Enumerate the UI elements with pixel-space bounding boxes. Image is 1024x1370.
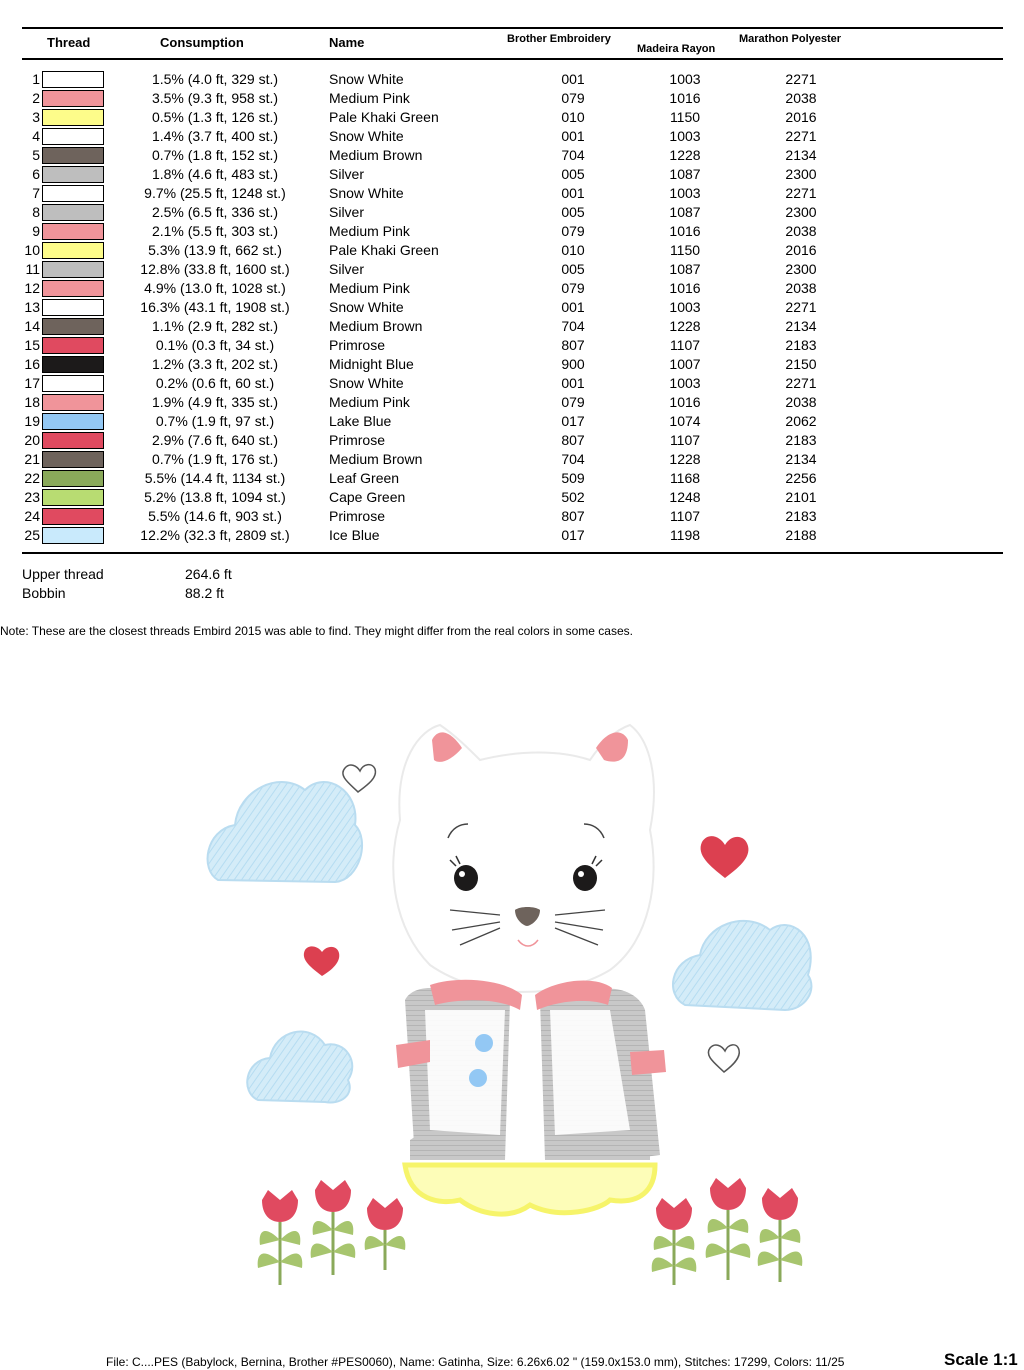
color-swatch [42,508,104,525]
table-top-rule [22,27,1003,29]
upper-thread-value: 264.6 ft [185,566,232,582]
thread-number: 11 [25,261,40,277]
madeira-code-cell: 1016 [669,90,701,106]
table-row [0,89,1024,108]
brother-code-cell: 001 [561,299,585,315]
thread-number: 16 [24,356,40,372]
heart-outline-icon [343,765,376,792]
table-row [0,317,1024,336]
thread-number: 5 [32,147,40,163]
marathon-code-cell: 2038 [785,90,817,106]
consumption-cell: 1.1% (2.9 ft, 282 st.) [151,318,279,334]
marathon-code-cell: 2300 [785,204,817,220]
heart-icon [304,946,339,976]
thread-name-cell: Silver [329,204,365,220]
consumption-cell: 3.5% (9.3 ft, 958 st.) [151,90,279,106]
consumption-cell: 1.8% (4.6 ft, 483 st.) [151,166,279,182]
brother-code-cell: 704 [561,318,585,334]
color-swatch [42,128,104,145]
table-row [0,127,1024,146]
color-swatch [42,223,104,240]
table-row [0,279,1024,298]
marathon-code-cell: 2188 [785,527,817,543]
madeira-code-cell: 1198 [669,527,701,543]
consumption-cell: 0.7% (1.9 ft, 97 st.) [155,413,275,429]
brother-code-cell: 807 [561,432,585,448]
thread-name-cell: Lake Blue [329,413,392,429]
brother-code-cell: 017 [561,413,585,429]
button-icon [475,1034,493,1052]
thread-name-cell: Leaf Green [329,470,400,486]
eye-icon [573,865,597,891]
color-swatch [42,109,104,126]
thread-name-cell: Snow White [329,71,404,87]
consumption-cell: 2.9% (7.6 ft, 640 st.) [151,432,279,448]
heart-icon [701,836,749,878]
header-consumption: Consumption [160,35,244,50]
header-brother-embroidery: Brother Embroidery [507,33,611,45]
color-swatch [42,527,104,544]
table-row [0,184,1024,203]
thread-name-cell: Medium Brown [329,318,423,334]
thread-name-cell: Medium Pink [329,223,410,239]
brother-code-cell: 001 [561,128,585,144]
brother-code-cell: 704 [561,451,585,467]
brother-code-cell: 704 [561,147,585,163]
table-row [0,374,1024,393]
marathon-code-cell: 2183 [785,508,817,524]
marathon-code-cell: 2134 [785,147,817,163]
marathon-code-cell: 2038 [785,394,817,410]
color-swatch [42,375,104,392]
thread-number: 17 [24,375,40,391]
thread-name-cell: Medium Pink [329,90,410,106]
consumption-cell: 0.2% (0.6 ft, 60 st.) [155,375,275,391]
color-swatch [42,261,104,278]
color-swatch [42,242,104,259]
thread-number: 19 [24,413,40,429]
thread-number: 21 [24,451,40,467]
marathon-code-cell: 2134 [785,451,817,467]
table-row [0,203,1024,222]
consumption-cell: 1.2% (3.3 ft, 202 st.) [151,356,279,372]
color-swatch [42,318,104,335]
brother-code-cell: 005 [561,166,585,182]
color-swatch [42,147,104,164]
thread-name-cell: Snow White [329,185,404,201]
table-header-rule [22,58,1003,60]
consumption-cell: 1.5% (4.0 ft, 329 st.) [151,71,279,87]
brother-code-cell: 807 [561,337,585,353]
table-row [0,355,1024,374]
marathon-code-cell: 2271 [785,299,817,315]
table-row [0,108,1024,127]
thread-name-cell: Medium Pink [329,394,410,410]
header-name: Name [329,35,365,50]
madeira-code-cell: 1150 [669,242,701,258]
thread-number: 15 [24,337,40,353]
consumption-cell: 5.2% (13.8 ft, 1094 st.) [144,489,286,505]
thread-number: 13 [24,299,40,315]
madeira-code-cell: 1168 [669,470,701,486]
madeira-code-cell: 1228 [669,451,701,467]
thread-name-cell: Snow White [329,375,404,391]
marathon-code-cell: 2101 [785,489,817,505]
thread-number: 12 [24,280,40,296]
consumption-cell: 0.7% (1.9 ft, 176 st.) [151,451,279,467]
thread-number: 23 [24,489,40,505]
consumption-cell: 5.5% (14.4 ft, 1134 st.) [144,470,286,486]
table-row [0,412,1024,431]
consumption-cell: 5.5% (14.6 ft, 903 st.) [148,508,282,524]
thread-name-cell: Silver [329,261,365,277]
button-icon [469,1069,487,1087]
consumption-cell: 16.3% (43.1 ft, 1908 st.) [140,299,290,315]
madeira-code-cell: 1228 [669,318,701,334]
consumption-cell: 2.1% (5.5 ft, 303 st.) [151,223,279,239]
brother-code-cell: 079 [561,90,585,106]
brother-code-cell: 079 [561,394,585,410]
thread-number: 2 [32,90,40,106]
consumption-cell: 12.2% (32.3 ft, 2809 st.) [140,527,290,543]
marathon-code-cell: 2062 [785,413,817,429]
cloud-icon [208,782,362,882]
thread-name-cell: Midnight Blue [329,356,414,372]
brother-code-cell: 502 [561,489,585,505]
thread-number: 9 [32,223,40,239]
consumption-cell: 1.4% (3.7 ft, 400 st.) [151,128,279,144]
thread-name-cell: Primrose [329,337,386,353]
thread-name-cell: Primrose [329,508,386,524]
scale-label: Scale 1:1 [944,1350,1018,1369]
marathon-code-cell: 2038 [785,223,817,239]
color-swatch [42,470,104,487]
header-madeira-rayon: Madeira Rayon [637,43,716,55]
marathon-code-cell: 2300 [785,261,817,277]
madeira-code-cell: 1003 [669,375,701,391]
madeira-code-cell: 1107 [669,432,701,448]
table-row [0,488,1024,507]
table-row [0,526,1024,545]
marathon-code-cell: 2016 [785,242,817,258]
thread-name-cell: Primrose [329,432,386,448]
cat-coat [396,980,666,1214]
color-swatch [42,299,104,316]
thread-name-cell: Silver [329,166,365,182]
table-row [0,431,1024,450]
table-row [0,393,1024,412]
header-marathon-polyester: Marathon Polyester [739,33,842,45]
color-swatch [42,204,104,221]
brother-code-cell: 017 [561,527,585,543]
thread-name-cell: Medium Brown [329,451,423,467]
marathon-code-cell: 2300 [785,166,817,182]
consumption-cell: 0.5% (1.3 ft, 126 st.) [151,109,279,125]
madeira-code-cell: 1003 [669,128,701,144]
thread-number: 6 [32,166,40,182]
madeira-code-cell: 1087 [669,166,701,182]
color-swatch [42,489,104,506]
color-swatch [42,166,104,183]
thread-name-cell: Snow White [329,299,404,315]
madeira-code-cell: 1016 [669,394,701,410]
madeira-code-cell: 1003 [669,299,701,315]
marathon-code-cell: 2271 [785,128,817,144]
brother-code-cell: 010 [561,109,585,125]
color-swatch [42,451,104,468]
thread-name-cell: Medium Pink [329,280,410,296]
table-row [0,70,1024,89]
brother-code-cell: 509 [561,470,585,486]
consumption-cell: 0.7% (1.8 ft, 152 st.) [151,147,279,163]
consumption-cell: 1.9% (4.9 ft, 335 st.) [151,394,279,410]
table-row [0,298,1024,317]
madeira-code-cell: 1150 [669,109,701,125]
consumption-cell: 9.7% (25.5 ft, 1248 st.) [144,185,286,201]
embroidery-design-preview [0,650,1024,1310]
color-swatch [42,432,104,449]
consumption-cell: 5.3% (13.9 ft, 662 st.) [148,242,282,258]
madeira-code-cell: 1003 [669,71,701,87]
color-swatch [42,71,104,88]
color-swatch [42,185,104,202]
thread-number: 3 [32,109,40,125]
cloud-icon [673,921,811,1010]
table-row [0,469,1024,488]
bobbin-label: Bobbin [22,585,66,601]
marathon-code-cell: 2183 [785,432,817,448]
color-swatch [42,394,104,411]
brother-code-cell: 900 [561,356,585,372]
bobbin-value: 88.2 ft [185,585,224,601]
table-row [0,241,1024,260]
file-info-footer: File: C....PES (Babylock, Bernina, Brother #PES0060), Name: Gatinha, Size: 6.26x6.02 " (159.0x153.0 mm), Stitches: 17299, Colors: 11/25 [106,1355,845,1369]
eye-icon [454,865,478,891]
marathon-code-cell: 2271 [785,375,817,391]
brother-code-cell: 005 [561,204,585,220]
thread-name-cell: Snow White [329,128,404,144]
header-thread: Thread [47,35,91,50]
thread-name-cell: Cape Green [329,489,406,505]
thread-number: 22 [24,470,40,486]
thread-number: 18 [24,394,40,410]
thread-number: 8 [32,204,40,220]
consumption-cell: 0.1% (0.3 ft, 34 st.) [155,337,275,353]
brother-code-cell: 010 [561,242,585,258]
thread-number: 4 [32,128,40,144]
marathon-code-cell: 2134 [785,318,817,334]
madeira-code-cell: 1074 [669,413,701,429]
heart-outline-icon [708,1045,739,1072]
madeira-code-cell: 1087 [669,204,701,220]
thread-number: 10 [24,242,40,258]
thread-number: 25 [24,527,40,543]
madeira-code-cell: 1016 [669,280,701,296]
brother-code-cell: 001 [561,71,585,87]
color-swatch [42,280,104,297]
marathon-code-cell: 2271 [785,185,817,201]
marathon-code-cell: 2038 [785,280,817,296]
brother-code-cell: 079 [561,223,585,239]
table-row [0,222,1024,241]
consumption-cell: 12.8% (33.8 ft, 1600 st.) [140,261,290,277]
brother-code-cell: 005 [561,261,585,277]
marathon-code-cell: 2016 [785,109,817,125]
table-row [0,336,1024,355]
color-swatch [42,356,104,373]
madeira-code-cell: 1107 [669,508,701,524]
color-swatch [42,337,104,354]
disclaimer-note: Note: These are the closest threads Embird 2015 was able to find. They might differ from the real colors in some cases. [0,624,633,638]
marathon-code-cell: 2256 [785,470,817,486]
table-row [0,165,1024,184]
madeira-code-cell: 1016 [669,223,701,239]
brother-code-cell: 001 [561,185,585,201]
consumption-cell: 4.9% (13.0 ft, 1028 st.) [144,280,286,296]
marathon-code-cell: 2183 [785,337,817,353]
brother-code-cell: 807 [561,508,585,524]
brother-code-cell: 001 [561,375,585,391]
thread-number: 20 [24,432,40,448]
table-row [0,450,1024,469]
thread-number: 24 [24,508,40,524]
cloud-icon [247,1032,352,1103]
thread-name-cell: Ice Blue [329,527,380,543]
table-row [0,507,1024,526]
madeira-code-cell: 1228 [669,147,701,163]
tulip-group-left [258,1180,406,1285]
color-swatch [42,413,104,430]
thread-number: 1 [32,71,40,87]
brother-code-cell: 079 [561,280,585,296]
upper-thread-label: Upper thread [22,566,104,582]
thread-number: 7 [32,185,40,201]
thread-number: 14 [24,318,40,334]
table-bottom-rule [22,552,1003,554]
madeira-code-cell: 1087 [669,261,701,277]
cat-head [393,725,654,992]
table-row [0,146,1024,165]
table-row [0,260,1024,279]
thread-name-cell: Pale Khaki Green [329,242,439,258]
consumption-cell: 2.5% (6.5 ft, 336 st.) [151,204,279,220]
color-swatch [42,90,104,107]
marathon-code-cell: 2271 [785,71,817,87]
thread-name-cell: Medium Brown [329,147,423,163]
marathon-code-cell: 2150 [785,356,817,372]
madeira-code-cell: 1107 [669,337,701,353]
madeira-code-cell: 1007 [669,356,701,372]
thread-name-cell: Pale Khaki Green [329,109,439,125]
tulip-group-right [652,1178,803,1285]
madeira-code-cell: 1003 [669,185,701,201]
madeira-code-cell: 1248 [669,489,701,505]
